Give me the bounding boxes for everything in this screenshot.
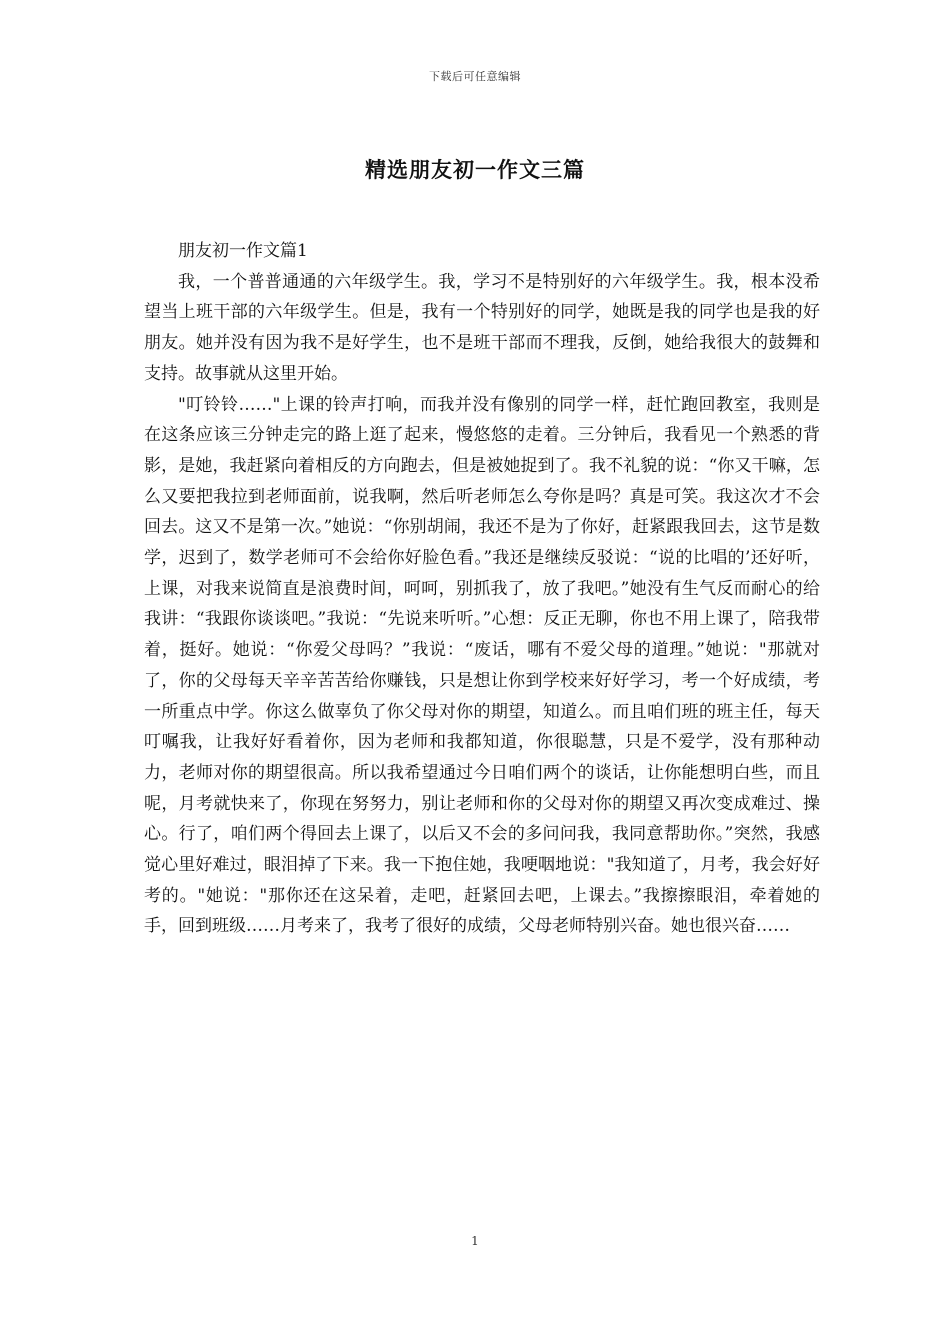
page-number: 1 — [471, 1234, 479, 1248]
paragraph-1: 我，一个普普通通的六年级学生。我，学习不是特别好的六年级学生。我，根本没希望当上班干部的六年级学生。但是，我有一个特别好的同学，她既是我的同学也是我的好朋友。她并没有因为我不是好学生，也不是班干部而不理我，反倒，她给我很大的鼓舞和支持。故事就从这里开始。 — [144, 271, 820, 384]
paragraph-2: "叮铃铃……"上课的铃声打响，而我并没有像别的同学一样，赶忙跑回教室，我则是在这条应该三分钟走完的路上逛了起来，慢悠悠的走着。三分钟后，我看见一个熟悉的背影，是她，我赶紧向着相反的方向跑去，但是被她捉到了。我不礼貌的说：“你又干嘛，怎么又要把我拉到老师面前，说我啊，然后听老师怎么夸你是吗？真是可笑。我这次才不会回去。这又不是第一次。”她说：“你别胡闹，我还不是为了你好，赶紧跟我回去，这节是数学，迟到了，数学老师可不会给你好脸色看。”我还是继续反驳说：“说的比唱的’还好听，上课，对我来说简直是浪费时间，呵呵，别抓我了，放了我吧。”她没有生气反而耐心的给我讲：“我跟你谈谈吧。”我说：“先说来听听。”心想：反正无聊，你也不用上课了，陪我带着，挺好。她说：“你爱父母吗？”我说：“废话，哪有不爱父母的道理。”她说："那就对了，你的父母每天辛辛苦苦给你赚钱，只是想让你到学校来好好学习，考一个好成绩，考一所重点中学。你这么做辜负了你父母对你的期望，知道么。而且咱们班的班主任，每天叮嘱我，让我好好看着你，因为老师和我都知道，你很聪慧，只是不爱学，没有那种动力，老师对你的期望很高。所以我希望通过今日咱们两个的谈话，让你能想明白些，而且呢，月考就快来了，你现在努努力，别让老师和你的父母对你的期望又再次变成难过、操心。行了，咱们两个得回去上课了，以后又不会的多问问我，我同意帮助你。”突然，我感觉心里好难过，眼泪掉了下来。我一下抱住她，我哽咽地说："我知道了，月考，我会好好考的。"她说："那你还在这呆着，走吧，赶紧回去吧，上课去。”我擦擦眼泪，牵着她的手，回到班级……月考来了，我考了很好的成绩，父母老师特别兴奋。她也很兴奋…… — [144, 394, 820, 937]
section-heading: 朋友初一作文篇1 — [178, 241, 308, 261]
page-header: 下载后可任意编辑 — [429, 70, 521, 83]
document-body — [144, 236, 820, 942]
document-title: 精选朋友初一作文三篇 — [365, 157, 585, 182]
